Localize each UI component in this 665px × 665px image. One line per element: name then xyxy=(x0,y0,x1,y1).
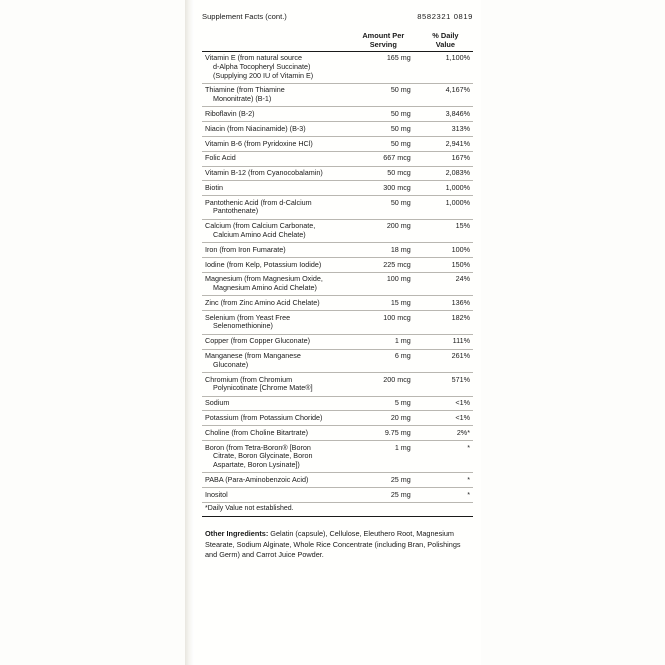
nutrient-name: Niacin (from Niacinamide) (B-3) xyxy=(202,122,354,137)
other-ingredients-label: Other Ingredients: xyxy=(205,529,269,539)
nutrient-name-line1: Thiamine (from Thiamine xyxy=(205,85,285,95)
table-row xyxy=(202,258,473,273)
nutrient-amount: 100 mg xyxy=(354,272,419,296)
nutrient-name: Folic Acid xyxy=(202,151,354,166)
table-row xyxy=(202,272,473,296)
nutrient-amount: 200 mcg xyxy=(354,373,419,397)
nutrient-dv: * xyxy=(419,488,473,503)
nutrient-name-line1: Boron (from Tetra-Boron® [Boron xyxy=(205,442,311,452)
table-row xyxy=(202,411,473,426)
nutrient-amount: 50 mg xyxy=(354,122,419,137)
table-row xyxy=(202,488,473,503)
nutrient-amount: 9.75 mg xyxy=(354,426,419,441)
nutrient-amount: 25 mg xyxy=(354,473,419,488)
nutrient-name-line2: Gluconate) xyxy=(213,359,249,369)
nutrient-dv: 1,000% xyxy=(419,181,473,196)
nutrient-amount: 200 mg xyxy=(354,219,419,243)
nutrient-dv: 2,941% xyxy=(419,137,473,152)
table-row xyxy=(202,334,473,349)
nutrient-name xyxy=(202,349,354,373)
nutrient-name: Zinc (from Zinc Amino Acid Chelate) xyxy=(202,296,354,311)
nutrient-name: Vitamin B-12 (from Cyanocobalamin) xyxy=(202,166,354,181)
other-ingredients xyxy=(202,529,473,559)
nutrient-dv: 136% xyxy=(419,296,473,311)
table-row xyxy=(202,151,473,166)
table-row xyxy=(202,349,473,373)
header-amount-line2: Serving xyxy=(369,39,397,49)
nutrient-name-line3: Aspartate, Boron Lysinate]) xyxy=(213,460,300,470)
table-row xyxy=(202,296,473,311)
nutrient-name: Biotin xyxy=(202,181,354,196)
nutrient-name xyxy=(202,219,354,243)
nutrient-name: PABA (Para-Aminobenzoic Acid) xyxy=(202,473,354,488)
nutrient-amount: 50 mg xyxy=(354,107,419,122)
table-row xyxy=(202,137,473,152)
nutrient-dv: * xyxy=(419,441,473,473)
nutrient-amount: 20 mg xyxy=(354,411,419,426)
header-dv-line1: % Daily xyxy=(432,30,459,40)
daily-value-footnote-row xyxy=(202,502,473,517)
nutrient-name-line2: Citrate, Boron Glycinate, Boron xyxy=(213,451,313,461)
nutrient-dv: 4,167% xyxy=(419,83,473,107)
nutrient-amount: 100 mcg xyxy=(354,311,419,335)
nutrient-dv: 24% xyxy=(419,272,473,296)
other-ingredients-text: Gelatin (capsule), Cellulose, Eleuthero Root, Magnesium Stearate, Sodium Alginate, Whole Rice Concentrate (including Bran, Polishings and Germ) and Carrot Juice Powder. xyxy=(205,529,461,559)
nutrient-amount: 50 mg xyxy=(354,83,419,107)
table-row xyxy=(202,373,473,397)
nutrient-amount: 50 mg xyxy=(354,196,419,220)
table-row xyxy=(202,441,473,473)
nutrient-name-line2: Mononitrate) (B-1) xyxy=(213,94,272,104)
nutrient-name-line1: Calcium (from Calcium Carbonate, xyxy=(205,221,316,231)
table-row xyxy=(202,426,473,441)
nutrient-dv: 182% xyxy=(419,311,473,335)
nutrient-name-line1: Pantothenic Acid (from d-Calcium xyxy=(205,197,312,207)
table-row xyxy=(202,166,473,181)
nutrient-name: Iron (from Iron Fumarate) xyxy=(202,243,354,258)
header-dv-line2: Value xyxy=(435,39,456,49)
nutrient-dv: 100% xyxy=(419,243,473,258)
nutrient-dv: 150% xyxy=(419,258,473,273)
nutrient-name xyxy=(202,311,354,335)
nutrient-name: Copper (from Copper Gluconate) xyxy=(202,334,354,349)
nutrient-name-line2: Polynicotinate [Chrome Mate®] xyxy=(213,383,313,393)
table-row xyxy=(202,83,473,107)
table-row xyxy=(202,219,473,243)
supplement-facts-title: Supplement Facts (cont.) xyxy=(202,12,287,21)
nutrient-name: Potassium (from Potassium Choride) xyxy=(202,411,354,426)
nutrient-amount: 5 mg xyxy=(354,396,419,411)
nutrient-name-line2: Pantothenate) xyxy=(213,206,259,216)
nutrient-name: Iodine (from Kelp, Potassium Iodide) xyxy=(202,258,354,273)
nutrient-dv: 111% xyxy=(419,334,473,349)
nutrient-name-line3: (Supplying 200 IU of Vitamin E) xyxy=(213,70,314,80)
nutrient-name xyxy=(202,441,354,473)
nutrient-name-line1: Chromium (from Chromium xyxy=(205,374,293,384)
nutrient-name-line2: Calcium Amino Acid Chelate) xyxy=(213,230,306,239)
nutrient-name: Inositol xyxy=(202,488,354,503)
nutrient-amount: 1 mg xyxy=(354,441,419,473)
table-row xyxy=(202,122,473,137)
nutrient-name-line1: Selenium (from Yeast Free xyxy=(205,312,291,322)
nutrient-amount: 50 mg xyxy=(354,137,419,152)
nutrient-name xyxy=(202,83,354,107)
daily-value-footnote: *Daily Value not established. xyxy=(202,502,473,517)
nutrient-dv: 15% xyxy=(419,219,473,243)
nutrient-name-line1: Manganese (from Manganese xyxy=(205,351,301,361)
nutrient-dv: 167% xyxy=(419,151,473,166)
table-row xyxy=(202,107,473,122)
label-code: 8582321 0819 xyxy=(417,12,473,21)
nutrient-amount: 15 mg xyxy=(354,296,419,311)
header-nutrient xyxy=(202,28,354,51)
nutrient-amount: 667 mcg xyxy=(354,151,419,166)
nutrient-amount: 1 mg xyxy=(354,334,419,349)
nutrient-amount: 300 mcg xyxy=(354,181,419,196)
nutrient-dv: 2%* xyxy=(419,426,473,441)
nutrient-name xyxy=(202,373,354,397)
table-row xyxy=(202,196,473,220)
nutrient-amount: 50 mcg xyxy=(354,166,419,181)
nutrient-name: Vitamin B-6 (from Pyridoxine HCl) xyxy=(202,137,354,152)
table-row xyxy=(202,51,473,83)
nutrient-dv: 1,100% xyxy=(419,51,473,83)
nutrient-amount: 25 mg xyxy=(354,488,419,503)
nutrient-dv: 313% xyxy=(419,122,473,137)
nutrient-dv: 3,846% xyxy=(419,107,473,122)
nutrient-dv: 571% xyxy=(419,373,473,397)
table-row xyxy=(202,243,473,258)
table-row xyxy=(202,311,473,335)
nutrient-name-line1: Magnesium (from Magnesium Oxide, xyxy=(205,274,323,284)
nutrient-name: Riboflavin (B-2) xyxy=(202,107,354,122)
label-content xyxy=(194,0,481,560)
label-sheet xyxy=(194,0,481,665)
nutrient-dv: 261% xyxy=(419,349,473,373)
nutrient-dv: 1,000% xyxy=(419,196,473,220)
nutrient-name-line2: d-Alpha Tocopheryl Succinate) xyxy=(213,61,311,71)
nutrient-name-line2: Selenomethionine) xyxy=(213,321,273,331)
nutrient-amount: 165 mg xyxy=(354,51,419,83)
nutrient-name xyxy=(202,51,354,83)
nutrient-amount: 18 mg xyxy=(354,243,419,258)
header-amount-line1: Amount Per xyxy=(362,30,405,40)
nutrient-name: Sodium xyxy=(202,396,354,411)
nutrient-dv: <1% xyxy=(419,411,473,426)
header-daily-value xyxy=(419,28,473,51)
nutrient-dv: 2,083% xyxy=(419,166,473,181)
nutrient-amount: 225 mcg xyxy=(354,258,419,273)
label-header xyxy=(202,12,473,21)
supplement-facts-body xyxy=(202,28,473,517)
nutrient-amount: 6 mg xyxy=(354,349,419,373)
header-amount-per-serving xyxy=(354,28,419,51)
nutrient-name xyxy=(202,196,354,220)
table-row xyxy=(202,396,473,411)
table-header-row xyxy=(202,28,473,51)
supplement-facts-table xyxy=(202,28,473,517)
table-row xyxy=(202,181,473,196)
nutrient-name-line1: Vitamin E (from natural source xyxy=(205,53,302,63)
nutrient-dv: <1% xyxy=(419,396,473,411)
nutrient-name: Choline (from Choline Bitartrate) xyxy=(202,426,354,441)
nutrient-name-line2: Magnesium Amino Acid Chelate) xyxy=(213,283,317,293)
nutrient-dv: * xyxy=(419,473,473,488)
nutrient-name xyxy=(202,272,354,296)
table-row xyxy=(202,473,473,488)
